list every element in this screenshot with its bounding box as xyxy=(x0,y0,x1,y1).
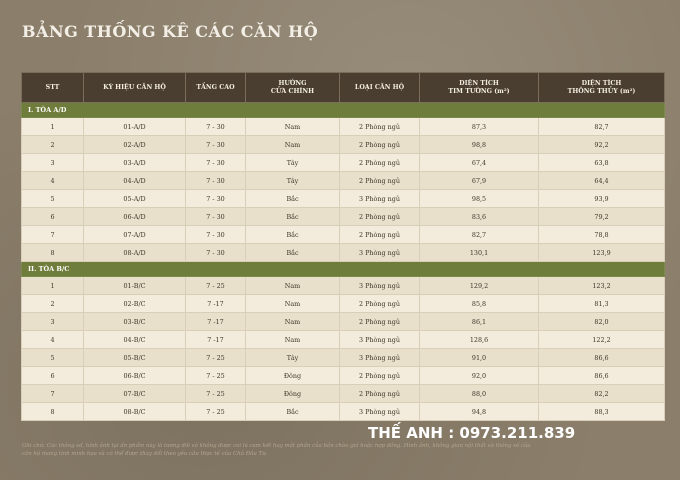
section-label: II. TÒA B/C xyxy=(22,262,665,277)
cell-wall-area: 82,7 xyxy=(420,226,539,244)
cell-type: 2 Phòng ngủ xyxy=(340,154,420,172)
cell-direction: Tây xyxy=(246,349,340,367)
cell-code: 04-B/C xyxy=(84,331,186,349)
cell-code: 05-A/D xyxy=(84,190,186,208)
table-row xyxy=(22,367,665,385)
cell-code: 07-B/C xyxy=(84,385,186,403)
header-clear-area-line1: DIỆN TÍCH xyxy=(581,79,622,87)
section-header-bc xyxy=(22,262,665,277)
cell-clear-area: 86,6 xyxy=(539,367,665,385)
cell-wall-area: 83,6 xyxy=(420,208,539,226)
cell-floor: 7 - 25 xyxy=(186,277,246,295)
cell-stt: 7 xyxy=(22,226,84,244)
cell-type: 2 Phòng ngủ xyxy=(340,118,420,136)
table-row xyxy=(22,208,665,226)
cell-floor: 7 -17 xyxy=(186,295,246,313)
cell-stt: 5 xyxy=(22,190,84,208)
cell-clear-area: 81,3 xyxy=(539,295,665,313)
section-header-ad xyxy=(22,103,665,118)
cell-stt: 7 xyxy=(22,385,84,403)
header-wall-area-line1: DIỆN TÍCH xyxy=(459,79,499,87)
cell-wall-area: 67,9 xyxy=(420,172,539,190)
cell-code: 07-A/D xyxy=(84,226,186,244)
cell-stt: 3 xyxy=(22,313,84,331)
cell-clear-area: 86,6 xyxy=(539,349,665,367)
cell-code: 01-A/D xyxy=(84,118,186,136)
table-row xyxy=(22,349,665,367)
cell-stt: 4 xyxy=(22,172,84,190)
cell-direction: Đông xyxy=(246,367,340,385)
header-wall-area-line2: TIM TƯỜNG (m²) xyxy=(448,87,510,95)
cell-direction: Nam xyxy=(246,331,340,349)
cell-stt: 8 xyxy=(22,403,84,421)
cell-type: 3 Phòng ngủ xyxy=(340,277,420,295)
cell-stt: 3 xyxy=(22,154,84,172)
table-row xyxy=(22,403,665,421)
cell-stt: 2 xyxy=(22,136,84,154)
cell-type: 3 Phòng ngủ xyxy=(340,190,420,208)
page-title: BẢNG THỐNG KÊ CÁC CĂN HỘ xyxy=(22,22,319,41)
cell-code: 01-B/C xyxy=(84,277,186,295)
cell-wall-area: 91,0 xyxy=(420,349,539,367)
cell-floor: 7 -17 xyxy=(186,313,246,331)
cell-wall-area: 130,1 xyxy=(420,244,539,262)
table-header-row xyxy=(22,73,665,103)
cell-clear-area: 78,8 xyxy=(539,226,665,244)
cell-clear-area: 82,2 xyxy=(539,385,665,403)
cell-clear-area: 79,2 xyxy=(539,208,665,226)
cell-clear-area: 93,9 xyxy=(539,190,665,208)
header-direction xyxy=(246,73,340,103)
header-code: KÝ HIỆU CĂN HỘ xyxy=(84,73,186,103)
cell-stt: 1 xyxy=(22,277,84,295)
cell-type: 3 Phòng ngủ xyxy=(340,244,420,262)
footnote: Ghi chú: Các thông số, hình ảnh tại ấn phẩm này là tương đối và không được coi là cam kết hay một phần của bản chào giá hoặc hợp đồng. Hình ảnh, không gian nội thất và thông số của căn hộ mang tính minh họa và có thể được thay đổi theo yêu cầu thực tế của Chủ Đầu Tư. xyxy=(22,443,531,457)
cell-stt: 1 xyxy=(22,118,84,136)
cell-floor: 7 - 30 xyxy=(186,154,246,172)
table-row xyxy=(22,277,665,295)
cell-direction: Nam xyxy=(246,136,340,154)
cell-direction: Bắc xyxy=(246,226,340,244)
apartment-table-container xyxy=(21,72,664,421)
cell-direction: Bắc xyxy=(246,190,340,208)
table-row xyxy=(22,385,665,403)
cell-wall-area: 98,5 xyxy=(420,190,539,208)
table-row xyxy=(22,172,665,190)
table-row xyxy=(22,313,665,331)
cell-direction: Bắc xyxy=(246,403,340,421)
cell-floor: 7 - 25 xyxy=(186,367,246,385)
cell-wall-area: 128,6 xyxy=(420,331,539,349)
cell-clear-area: 122,2 xyxy=(539,331,665,349)
cell-clear-area: 123,9 xyxy=(539,244,665,262)
cell-wall-area: 129,2 xyxy=(420,277,539,295)
header-clear-area xyxy=(539,73,665,103)
cell-type: 2 Phòng ngủ xyxy=(340,313,420,331)
cell-wall-area: 67,4 xyxy=(420,154,539,172)
cell-code: 08-A/D xyxy=(84,244,186,262)
cell-clear-area: 88,3 xyxy=(539,403,665,421)
apartment-table xyxy=(21,72,665,421)
cell-wall-area: 94,8 xyxy=(420,403,539,421)
cell-floor: 7 - 30 xyxy=(186,118,246,136)
cell-direction: Nam xyxy=(246,295,340,313)
cell-clear-area: 82,0 xyxy=(539,313,665,331)
cell-stt: 2 xyxy=(22,295,84,313)
cell-floor: 7 - 30 xyxy=(186,190,246,208)
cell-code: 05-B/C xyxy=(84,349,186,367)
cell-direction: Tây xyxy=(246,172,340,190)
cell-type: 3 Phòng ngủ xyxy=(340,403,420,421)
cell-code: 06-A/D xyxy=(84,208,186,226)
cell-floor: 7 - 30 xyxy=(186,208,246,226)
table-row xyxy=(22,295,665,313)
header-clear-area-line2: THÔNG THỦY (m²) xyxy=(567,87,636,95)
cell-direction: Nam xyxy=(246,118,340,136)
contact-phone-overlay: THẾ ANH : 0973.211.839 xyxy=(368,424,576,442)
cell-code: 02-A/D xyxy=(84,136,186,154)
cell-stt: 4 xyxy=(22,331,84,349)
cell-floor: 7 - 25 xyxy=(186,385,246,403)
cell-type: 2 Phòng ngủ xyxy=(340,136,420,154)
cell-clear-area: 92,2 xyxy=(539,136,665,154)
cell-type: 3 Phòng ngủ xyxy=(340,331,420,349)
cell-code: 03-B/C xyxy=(84,313,186,331)
header-direction-line1: HƯỚNG xyxy=(278,79,307,87)
header-direction-line2: CỬA CHÍNH xyxy=(270,87,315,95)
cell-wall-area: 92,0 xyxy=(420,367,539,385)
cell-floor: 7 - 25 xyxy=(186,403,246,421)
cell-clear-area: 82,7 xyxy=(539,118,665,136)
cell-direction: Tây xyxy=(246,154,340,172)
cell-direction: Đông xyxy=(246,385,340,403)
cell-stt: 6 xyxy=(22,208,84,226)
cell-direction: Bắc xyxy=(246,244,340,262)
cell-code: 03-A/D xyxy=(84,154,186,172)
table-row xyxy=(22,190,665,208)
table-row xyxy=(22,154,665,172)
table-row xyxy=(22,331,665,349)
cell-stt: 8 xyxy=(22,244,84,262)
cell-stt: 6 xyxy=(22,367,84,385)
cell-code: 08-B/C xyxy=(84,403,186,421)
cell-clear-area: 123,2 xyxy=(539,277,665,295)
cell-direction: Nam xyxy=(246,277,340,295)
section-label: I. TÒA A/D xyxy=(22,103,665,118)
cell-clear-area: 63,8 xyxy=(539,154,665,172)
header-stt: STT xyxy=(22,73,84,103)
cell-direction: Nam xyxy=(246,313,340,331)
cell-type: 2 Phòng ngủ xyxy=(340,208,420,226)
table-body xyxy=(22,103,665,421)
table-row xyxy=(22,244,665,262)
cell-type: 2 Phòng ngủ xyxy=(340,226,420,244)
cell-floor: 7 - 25 xyxy=(186,349,246,367)
cell-floor: 7 -17 xyxy=(186,331,246,349)
cell-floor: 7 - 30 xyxy=(186,136,246,154)
cell-wall-area: 86,1 xyxy=(420,313,539,331)
cell-code: 04-A/D xyxy=(84,172,186,190)
table-row xyxy=(22,118,665,136)
cell-type: 3 Phòng ngủ xyxy=(340,349,420,367)
cell-wall-area: 87,3 xyxy=(420,118,539,136)
header-wall-area xyxy=(420,73,539,103)
cell-type: 2 Phòng ngủ xyxy=(340,367,420,385)
table-row xyxy=(22,136,665,154)
cell-clear-area: 64,4 xyxy=(539,172,665,190)
header-type: LOẠI CĂN HỘ xyxy=(340,73,420,103)
cell-stt: 5 xyxy=(22,349,84,367)
cell-type: 2 Phòng ngủ xyxy=(340,295,420,313)
cell-type: 2 Phòng ngủ xyxy=(340,172,420,190)
cell-type: 2 Phòng ngủ xyxy=(340,385,420,403)
cell-wall-area: 85,8 xyxy=(420,295,539,313)
cell-direction: Bắc xyxy=(246,208,340,226)
cell-floor: 7 - 30 xyxy=(186,172,246,190)
header-floor: TẦNG CAO xyxy=(186,73,246,103)
cell-wall-area: 98,8 xyxy=(420,136,539,154)
cell-code: 02-B/C xyxy=(84,295,186,313)
cell-floor: 7 - 30 xyxy=(186,244,246,262)
cell-code: 06-B/C xyxy=(84,367,186,385)
cell-wall-area: 88,0 xyxy=(420,385,539,403)
table-row xyxy=(22,226,665,244)
cell-floor: 7 - 30 xyxy=(186,226,246,244)
